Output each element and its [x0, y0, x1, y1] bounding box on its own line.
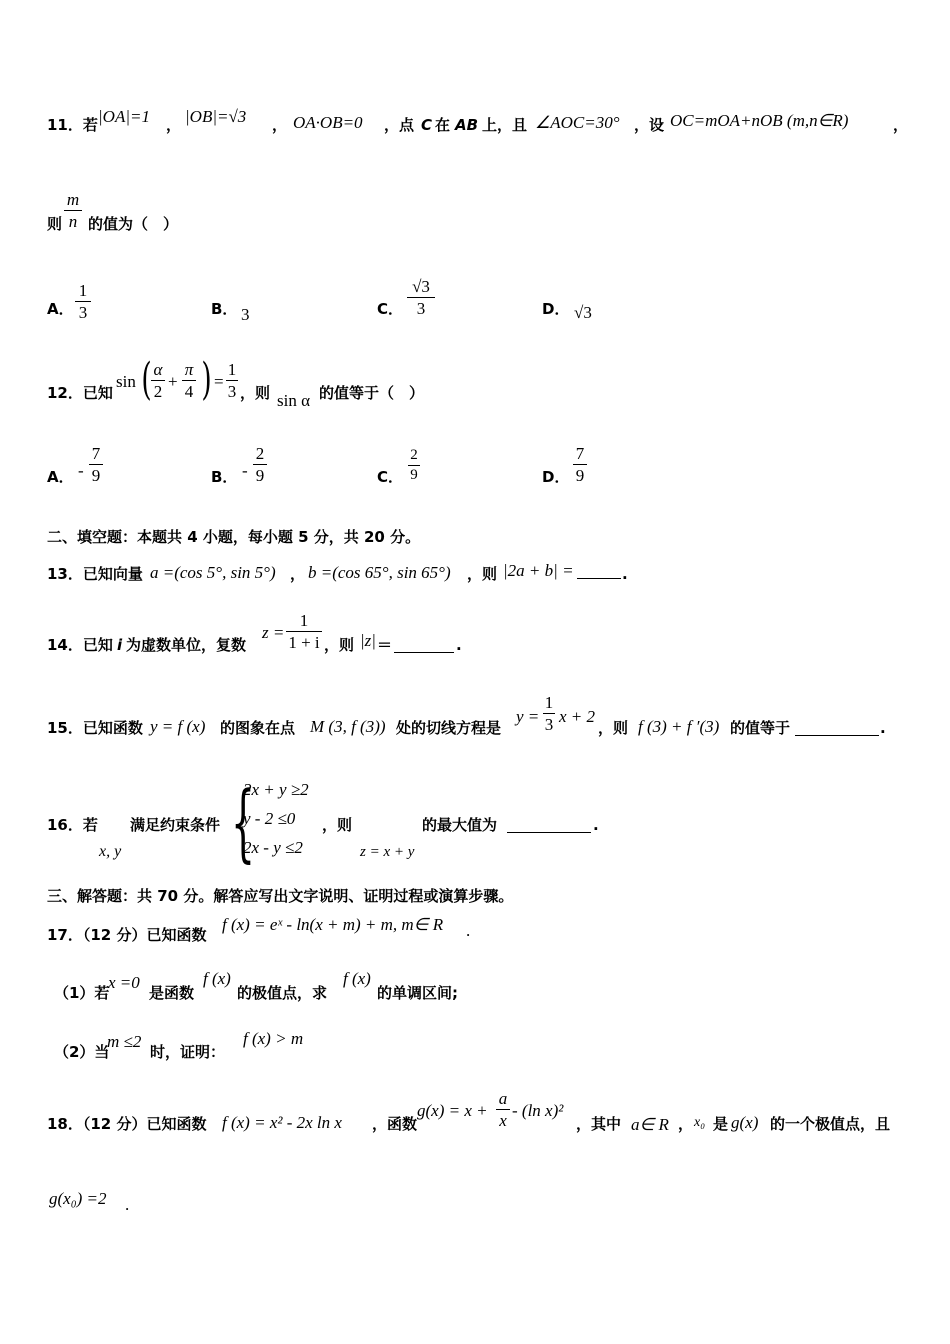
denominator: n — [68, 212, 78, 231]
q11-option-b-value: 3 — [241, 305, 250, 324]
q12-text: ，则 — [240, 384, 271, 402]
q14-number: 14．已知 — [47, 636, 113, 654]
q11-text: ，设 — [634, 116, 665, 134]
minus-sign: - — [242, 461, 248, 480]
answer-blank[interactable] — [795, 719, 879, 736]
period: . — [593, 816, 599, 834]
q12-frac-1-3 — [226, 361, 238, 400]
q17-text: 时，证明： — [150, 1043, 226, 1061]
q12-option-a-value — [89, 445, 103, 484]
q11-cond-dot: OA·OB=0 — [293, 113, 363, 132]
period: . — [466, 921, 471, 940]
q17-fx: f (x) — [203, 969, 231, 988]
q11-cond-ob: |OB|=√3 — [185, 107, 247, 126]
answer-blank[interactable] — [577, 562, 621, 579]
q13-vector-b: b =(cos 65°, sin 65°) — [308, 563, 451, 582]
q18-gx: g(x) — [731, 1113, 759, 1132]
q15-function: y = f (x) — [150, 717, 206, 736]
q16-text: 满足约束条件 — [130, 816, 221, 834]
denominator: 3 — [227, 382, 237, 401]
q18-text: ，其中 — [576, 1115, 622, 1133]
q13-number: 13．已知向量 — [47, 565, 143, 583]
period: . — [456, 636, 462, 654]
q18-condition: g(x₀) =2 — [49, 1189, 107, 1208]
q11-option-d-value: √3 — [574, 303, 592, 322]
q18-x0: x₀ — [694, 1115, 706, 1130]
numerator: a — [498, 1089, 508, 1108]
separator: ， — [166, 116, 182, 134]
q11-segment-ab: AB — [455, 116, 479, 134]
left-paren: ( — [141, 354, 152, 405]
numerator: 1 — [299, 611, 309, 630]
q15-text: 处的切线方程是 — [396, 719, 502, 737]
q17-part1-label: （1）若 — [54, 984, 110, 1002]
option-label: C． — [377, 300, 404, 318]
period: . — [622, 565, 628, 583]
q11-text: 的值为（ ） — [88, 215, 179, 233]
numerator: α — [153, 360, 163, 379]
q12-option-b-value — [253, 445, 267, 484]
denominator: 9 — [91, 466, 101, 485]
numerator: 2 — [410, 447, 418, 463]
numerator: 2 — [255, 444, 265, 463]
q17-inequality: f (x) > m — [243, 1029, 304, 1048]
separator: ， — [290, 565, 306, 583]
option-label: D． — [542, 300, 570, 318]
q15-expression: f (3) + f ′(3) — [638, 717, 720, 736]
q14-fraction — [286, 612, 322, 651]
q11-vector-eq: OC=mOA+nOB (m,n∈R) — [670, 111, 849, 130]
denominator: 2 — [153, 382, 163, 401]
q18-function-g-rest: - (ln x)² — [512, 1101, 564, 1120]
q16-objective: z = x + y — [360, 844, 415, 860]
q18-number: 18．（12 分）已知函数 — [47, 1115, 207, 1133]
q14-text: 为虚数单位，复数 — [126, 636, 247, 654]
denominator: 9 — [575, 466, 585, 485]
separator: ， — [272, 116, 288, 134]
section-heading-fill-in: 二、填空题：本题共 4 小题，每小题 5 分，共 20 分。 — [47, 528, 421, 546]
q11-number: 11．若 — [47, 116, 98, 134]
period: . — [880, 719, 886, 737]
q17-text: 的极值点，求 — [237, 984, 328, 1002]
numerator: 7 — [575, 444, 585, 463]
q11-option-c-value — [407, 278, 435, 317]
q16-text: 的最大值为 — [422, 816, 498, 834]
q14-text: ，则 — [324, 636, 355, 654]
q14-text: ＝ — [377, 636, 393, 654]
numerator: 7 — [91, 444, 101, 463]
separator: ， — [893, 116, 909, 134]
q11-option-a-value — [75, 282, 91, 321]
q15-text: 的值等于 — [730, 719, 791, 737]
q12-sin-alpha: sin α — [277, 391, 310, 410]
q17-text: 的单调区间; — [377, 984, 458, 1002]
q11-fraction-m-n — [64, 191, 82, 230]
option-label: B． — [211, 300, 238, 318]
q18-text: 是 — [713, 1115, 729, 1133]
q13-vector-a: a =(cos 5°, sin 5°) — [150, 563, 276, 582]
q13-text: ，则 — [467, 565, 498, 583]
q15-text: 的图象在点 — [220, 719, 296, 737]
q18-fraction-a-x — [496, 1090, 510, 1129]
q12-option-c-value — [408, 448, 420, 483]
constraint-1: 2x + y ≥2 — [243, 780, 309, 799]
separator: ， — [678, 1115, 694, 1133]
denominator: x — [499, 1111, 507, 1130]
option-label: B． — [211, 468, 238, 486]
q13-expression: |2a + b| = — [503, 561, 574, 580]
q12-sin: sin — [116, 372, 136, 391]
constraint-3: 2x - y ≤2 — [243, 838, 303, 857]
q16-variables: x, y — [99, 843, 122, 860]
option-label: A． — [47, 468, 74, 486]
q18-function-f: f (x) = x² - 2x ln x — [222, 1113, 342, 1132]
option-label: A． — [47, 300, 74, 318]
q18-text: 的一个极值点，且 — [770, 1115, 891, 1133]
equals-sign: = — [214, 372, 224, 391]
q15-number: 15．已知函数 — [47, 719, 143, 737]
denominator: 9 — [255, 466, 265, 485]
q11-angle: ∠AOC=30° — [535, 113, 620, 132]
q15-tangent-rest: x + 2 — [559, 707, 596, 726]
answer-blank[interactable] — [507, 816, 591, 833]
denominator: 3 — [416, 299, 426, 318]
answer-blank[interactable] — [394, 636, 454, 653]
numerator: 1 — [78, 281, 88, 300]
q11-text: ，点 — [384, 116, 415, 134]
q17-text: 是函数 — [149, 984, 195, 1002]
q18-a-in-r: a∈ R — [631, 1115, 669, 1134]
q15-point-m: M (3, f (3)) — [310, 717, 386, 736]
denominator: 4 — [184, 382, 194, 401]
q12-number: 12．已知 — [47, 384, 113, 402]
q16-number: 16．若 — [47, 816, 98, 834]
denominator: 3 — [544, 715, 554, 734]
plus-sign: + — [168, 372, 178, 391]
period: . — [125, 1195, 130, 1214]
q17-number: 17．（12 分）已知函数 — [47, 926, 207, 944]
numerator: 1 — [544, 693, 554, 712]
option-label: C． — [377, 468, 404, 486]
q14-z: z = — [262, 623, 285, 642]
denominator: 3 — [78, 303, 88, 322]
q12-text: 的值等于（ ） — [319, 384, 425, 402]
numerator: m — [66, 190, 80, 209]
q14-i: i — [117, 636, 123, 654]
q17-function: f (x) = eˣ - ln(x + m) + m, m∈ R — [222, 915, 444, 934]
minus-sign: - — [78, 461, 84, 480]
q11-text: 上，且 — [482, 116, 528, 134]
q18-text: ，函数 — [372, 1115, 418, 1133]
denominator: 1 + i — [288, 633, 320, 652]
numerator: 1 — [227, 360, 237, 379]
q12-frac-alpha-2 — [151, 361, 165, 400]
option-label: D． — [542, 468, 570, 486]
constraint-2: y - 2 ≤0 — [243, 809, 296, 828]
q12-frac-pi-4 — [182, 361, 196, 400]
q11-point-c: C — [421, 116, 433, 134]
q11-text: 在 — [435, 116, 451, 134]
denominator: 9 — [410, 467, 418, 483]
numerator: π — [184, 360, 194, 379]
section-heading-solutions: 三、解答题：共 70 分。解答应写出文字说明、证明过程或演算步骤。 — [47, 887, 514, 905]
right-paren: ) — [201, 354, 212, 405]
q15-y: y = — [516, 707, 540, 726]
q17-part2-label: （2）当 — [54, 1043, 110, 1061]
q11-cond-oa: |OA|=1 — [98, 107, 150, 126]
q18-function-g: g(x) = x + — [417, 1101, 488, 1120]
q15-fraction — [543, 694, 555, 733]
q12-option-d-value — [573, 445, 587, 484]
numerator: √3 — [412, 277, 430, 296]
q11-text: 则 — [47, 215, 63, 233]
q17-part2-condition: m ≤2 — [107, 1032, 142, 1051]
q16-text: ，则 — [322, 816, 353, 834]
q17-fx: f (x) — [343, 969, 371, 988]
system-brace: { — [231, 773, 256, 871]
q14-modulus: |z| — [360, 631, 376, 650]
q15-text: ，则 — [598, 719, 629, 737]
q17-part1-condition: x =0 — [108, 973, 140, 992]
